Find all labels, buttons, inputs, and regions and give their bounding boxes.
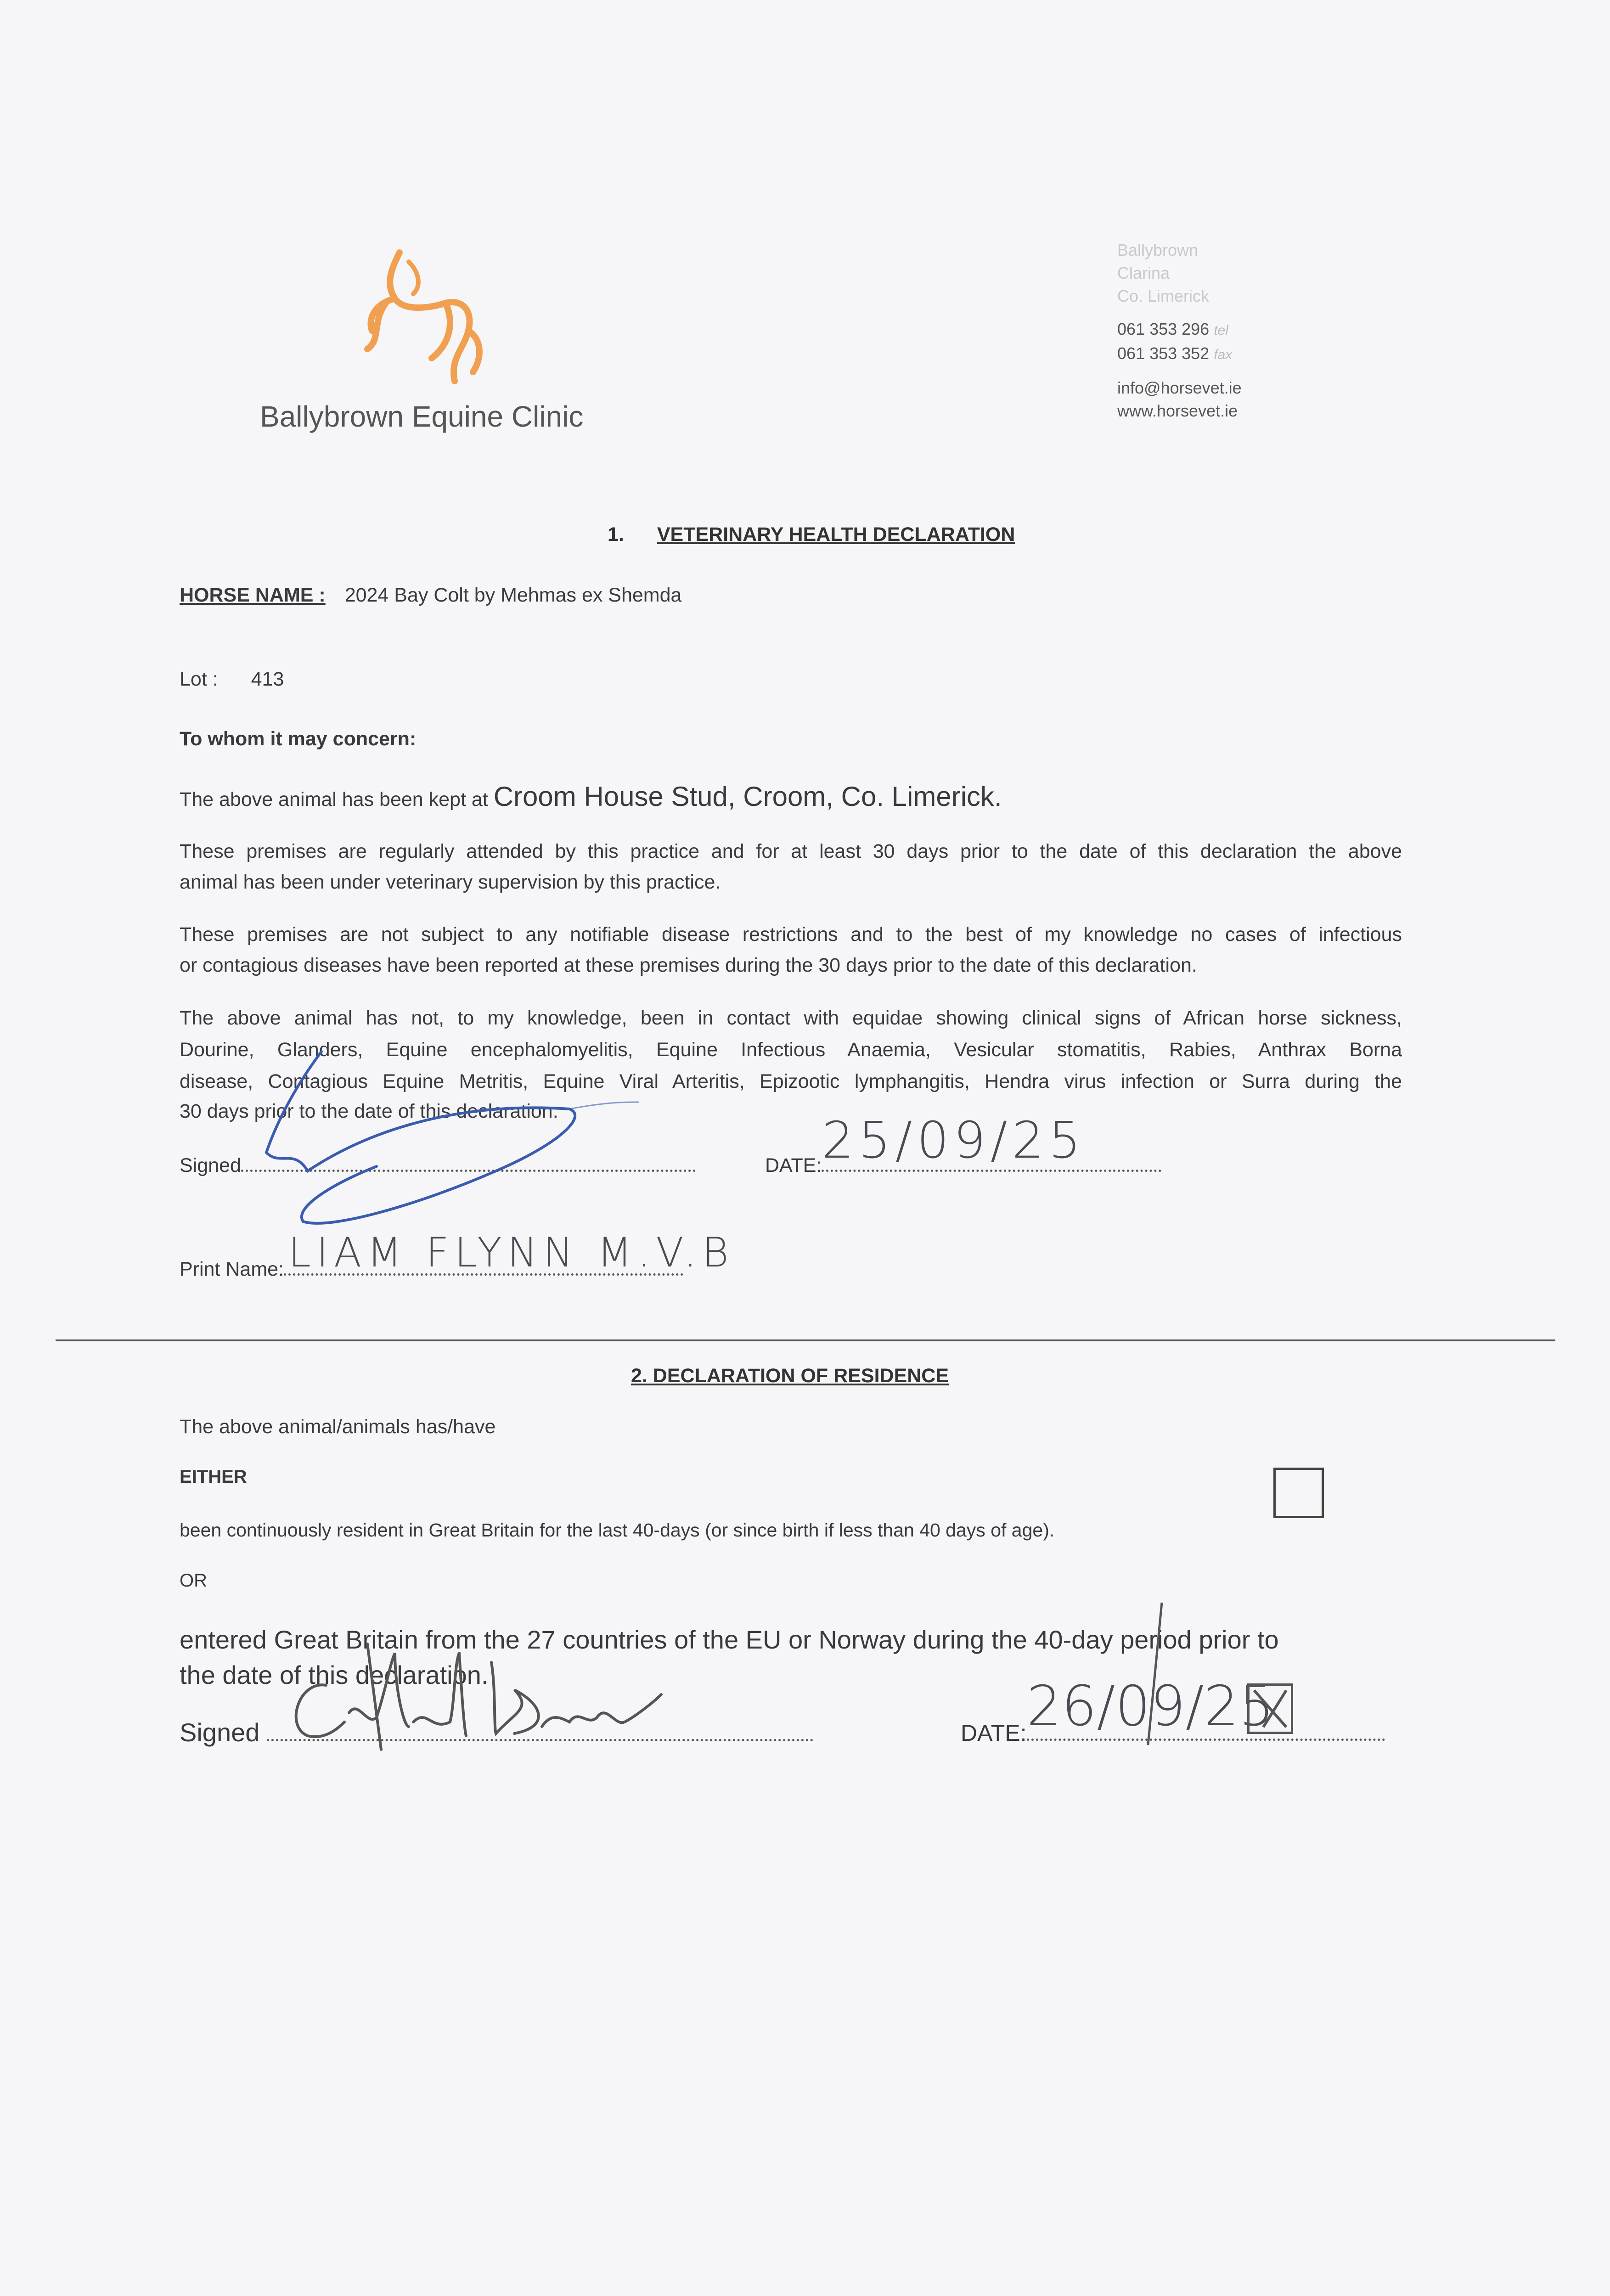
section2-title: 2. DECLARATION OF RESIDENCE — [631, 1365, 949, 1387]
vet-date-value: 25/09/25 — [822, 1111, 1086, 1170]
print-name-label: Print Name: — [180, 1258, 284, 1280]
section-divider — [56, 1339, 1555, 1341]
pen-stroke-icon — [1139, 1598, 1166, 1750]
lot-label: Lot : — [180, 668, 218, 690]
vet-date-field[interactable] — [765, 1111, 1161, 1177]
tel-label: tel — [1214, 323, 1228, 338]
residence-date-value: 26/09/25 — [1026, 1675, 1274, 1739]
section2-intro: The above animal/animals has/have — [180, 1416, 496, 1438]
option2-text-line: the date of this declaration. — [180, 1660, 489, 1689]
kept-at-place: Croom House Stud, Croom, Co. Limerick. — [493, 781, 1002, 812]
residence-date-field[interactable] — [961, 1675, 1385, 1746]
option2-checkbox[interactable] — [1247, 1683, 1293, 1734]
section-number: 1. — [608, 523, 624, 546]
email: info@horsevet.ie — [1117, 378, 1242, 397]
residence-signature-icon — [257, 1635, 680, 1754]
lot-value: 413 — [251, 668, 284, 690]
address-line: Co. Limerick — [1117, 287, 1210, 305]
signed-label: Signed — [180, 1718, 260, 1747]
paragraph-line: These premises are regularly attended by this practice and for at least 30 days prior to the date of this declaration the above — [180, 840, 1402, 862]
signed-label: Signed — [180, 1154, 241, 1176]
clinic-contact-block — [1117, 239, 1242, 422]
either-label: EITHER — [180, 1467, 247, 1487]
paragraph-line: These premises are not subject to any notifiable disease restrictions and to the best of my knowledge no cases of infectious — [180, 923, 1402, 945]
print-name-field[interactable] — [180, 1229, 734, 1281]
clinic-name: Ballybrown Equine Clinic — [260, 400, 584, 433]
kept-at-prefix: The above animal has been kept at — [180, 788, 488, 810]
option1-checkbox[interactable] — [1273, 1468, 1324, 1518]
date-label: DATE: — [961, 1720, 1027, 1746]
horse-name-label: HORSE NAME : — [180, 584, 326, 606]
fax-number: 061 353 352 — [1117, 344, 1210, 363]
clinic-logo-horse-icon — [358, 243, 491, 390]
address-line: Clarina — [1117, 264, 1170, 282]
paragraph-line: The above animal has not, to my knowledge, been in contact with equidae showing clinical signs of African horse sickness, — [180, 1007, 1402, 1029]
tel-number: 061 353 296 — [1117, 320, 1210, 338]
paragraph-line: animal has been under veterinary supervision by this practice. — [180, 871, 721, 893]
paragraph-line: or contagious diseases have been reported at these premises during the 30 days prior to the date of this declaration. — [180, 954, 1197, 976]
paragraph-line: 30 days prior to the date of this declaration. — [180, 1100, 558, 1122]
website: www.horsevet.ie — [1117, 401, 1238, 420]
date-label: DATE: — [765, 1154, 822, 1176]
address-line: Ballybrown — [1117, 241, 1199, 259]
fax-label: fax — [1214, 347, 1233, 362]
vet-signature-icon — [239, 1033, 680, 1235]
section1-title: VETERINARY HEALTH DECLARATION — [657, 523, 1015, 546]
option2-text-line: entered Great Britain from the 27 countries of the EU or Norway during the 40-day period prior to — [180, 1625, 1279, 1654]
paragraph-line: Dourine, Glanders, Equine encephalomyelitis, Equine Infectious Anaemia, Vesicular stomatitis, Rabies, Anthrax Borna — [180, 1039, 1402, 1061]
salutation: To whom it may concern: — [180, 728, 417, 750]
or-label: OR — [180, 1570, 207, 1591]
check-mark-icon — [1250, 1686, 1291, 1732]
print-name-value: LIAM FLYNN M.V.B — [288, 1229, 734, 1276]
paragraph-line: disease, Contagious Equine Metritis, Equine Viral Arteritis, Epizootic lymphangitis, Hendra virus infection or Surra during the — [180, 1070, 1402, 1092]
horse-name-value: 2024 Bay Colt by Mehmas ex Shemda — [344, 584, 682, 606]
option1-text: been continuously resident in Great Britain for the last 40-days (or since birth if less than 40 days of age). — [180, 1519, 1055, 1541]
